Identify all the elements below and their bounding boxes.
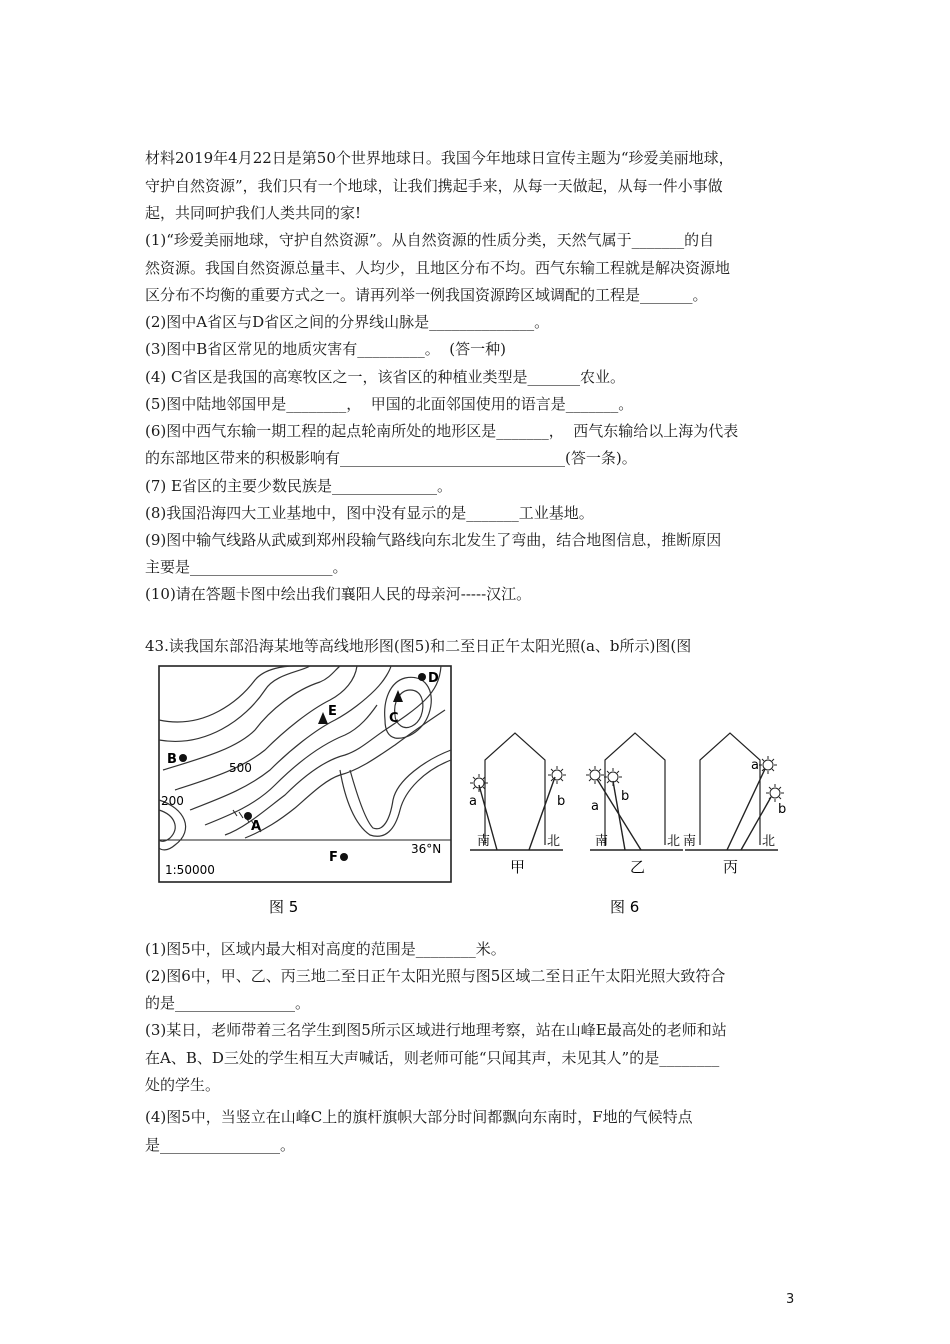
panel-bing [683, 733, 786, 876]
q42-line: (5)图中陆地邻国甲是________， 甲国的北面邻国使用的语言是_______。 [145, 395, 634, 413]
bing-ray-b: b [778, 802, 787, 817]
q43-stem: 43.读我国东部沿海某地等高线地形图(图5)和二至日正午太阳光照(a、b所示)图(图 [145, 637, 692, 655]
point-d-marker [418, 673, 426, 681]
bing-south: 南 [683, 834, 697, 849]
q42-line: 然资源。我国自然资源总量丰、人均少，且地区分布不均。西气东输工程就是解决资源地 [145, 259, 731, 277]
q43-line: (1)图5中，区域内最大相对高度的范围是________米。 [145, 940, 506, 958]
yi-name: 乙 [630, 858, 646, 876]
point-f-marker [340, 853, 348, 861]
jia-ray-a: a [469, 794, 477, 809]
panel-jia [469, 733, 566, 876]
map-scale: 1:50000 [165, 863, 215, 877]
contour-label-500: 500 [229, 761, 252, 775]
q42-line: 的东部地区带来的积极影响有______________________________(答一条)。 [145, 449, 637, 467]
q43-line: (3)某日，老师带着三名学生到图5所示区域进行地理考察，站在山峰E最高处的老师和站 [145, 1021, 727, 1039]
q43-line: (4)图5中，当竖立在山峰C上的旗杆旗帜大部分时间都飘向东南时，F地的气候特点 [145, 1108, 693, 1126]
peak-e-marker [318, 712, 328, 724]
material-line-1: 材料2019年4月22日是第50个世界地球日。我国今年地球日宣传主题为“珍爱美丽地球， [145, 149, 734, 167]
figure5-caption: 图 5 [269, 898, 299, 916]
q43-line: (2)图6中，甲、乙、丙三地二至日正午太阳光照与图5区域二至日正午太阳光照大致符合 [145, 967, 726, 985]
peak-c-marker [393, 690, 403, 702]
q42-line: (2)图中A省区与D省区之间的分界线山脉是______________。 [145, 313, 550, 331]
point-a-label: A [251, 819, 262, 834]
figure5-contour-map [145, 660, 455, 920]
yi-south: 南 [595, 834, 609, 849]
point-d-label: D [428, 671, 439, 686]
q43-line: 是________________。 [145, 1136, 296, 1154]
q42-line: (6)图中西气东输一期工程的起点轮南所处的地形区是_______， 西气东输给以上海为代表 [145, 422, 739, 440]
bing-name: 丙 [723, 858, 739, 876]
q43-line: 的是________________。 [145, 994, 311, 1012]
q42-line: 主要是___________________。 [145, 558, 348, 576]
figure6-caption: 图 6 [610, 898, 640, 916]
contour-label-200: 200 [161, 794, 184, 808]
material-line-3: 起，共同呵护我们人类共同的家! [145, 204, 362, 222]
q42-line: (9)图中输气线路从武威到郑州段输气路线向东北发生了弯曲，结合地图信息，推断原因 [145, 531, 722, 549]
q42-line: (3)图中B省区常见的地质灾害有_________。 (答一种) [145, 340, 507, 358]
point-e-label: E [328, 704, 337, 719]
q42-line: (7) E省区的主要少数民族是______________。 [145, 477, 452, 495]
q42-line: (10)请在答题卡图中绘出我们襄阳人民的母亲河-----汉江。 [145, 585, 532, 603]
bing-ray-a: a [751, 758, 759, 773]
panel-yi [586, 733, 683, 876]
point-b-label: B [167, 752, 177, 767]
q42-line: (1)“珍爱美丽地球，守护自然资源”。从自然资源的性质分类，天然气属于_______的自 [145, 231, 715, 249]
point-c-label: C [389, 711, 399, 726]
yi-north: 北 [667, 834, 681, 849]
q43-line: 在A、B、D三处的学生相互大声喊话，则老师可能“只闻其声，未见其人”的是________ [145, 1049, 720, 1067]
latitude-label: 36°N [411, 842, 442, 856]
point-f-label: F [329, 850, 338, 865]
material-line-2: 守护自然资源”，我们只有一个地球，让我们携起手来，从每一天做起，从每一件小事做 [145, 177, 723, 195]
yi-ray-b: b [621, 789, 630, 804]
figure6-sunlight-diagrams [465, 665, 810, 920]
yi-ray-a: a [591, 799, 599, 814]
q43-line: 处的学生。 [145, 1076, 221, 1094]
q42-line: 区分布不均衡的重要方式之一。请再列举一例我国资源跨区域调配的工程是_______。 [145, 286, 708, 304]
page-number: 3 [786, 1292, 795, 1307]
jia-south: 南 [477, 834, 491, 849]
q42-line: (4) C省区是我国的高寒牧区之一，该省区的种植业类型是_______农业。 [145, 368, 625, 386]
point-b-marker [179, 754, 187, 762]
bing-north: 北 [762, 834, 776, 849]
jia-name: 甲 [510, 858, 526, 876]
jia-ray-b: b [557, 794, 566, 809]
q42-line: (8)我国沿海四大工业基地中，图中没有显示的是_______工业基地。 [145, 504, 594, 522]
jia-north: 北 [547, 834, 561, 849]
